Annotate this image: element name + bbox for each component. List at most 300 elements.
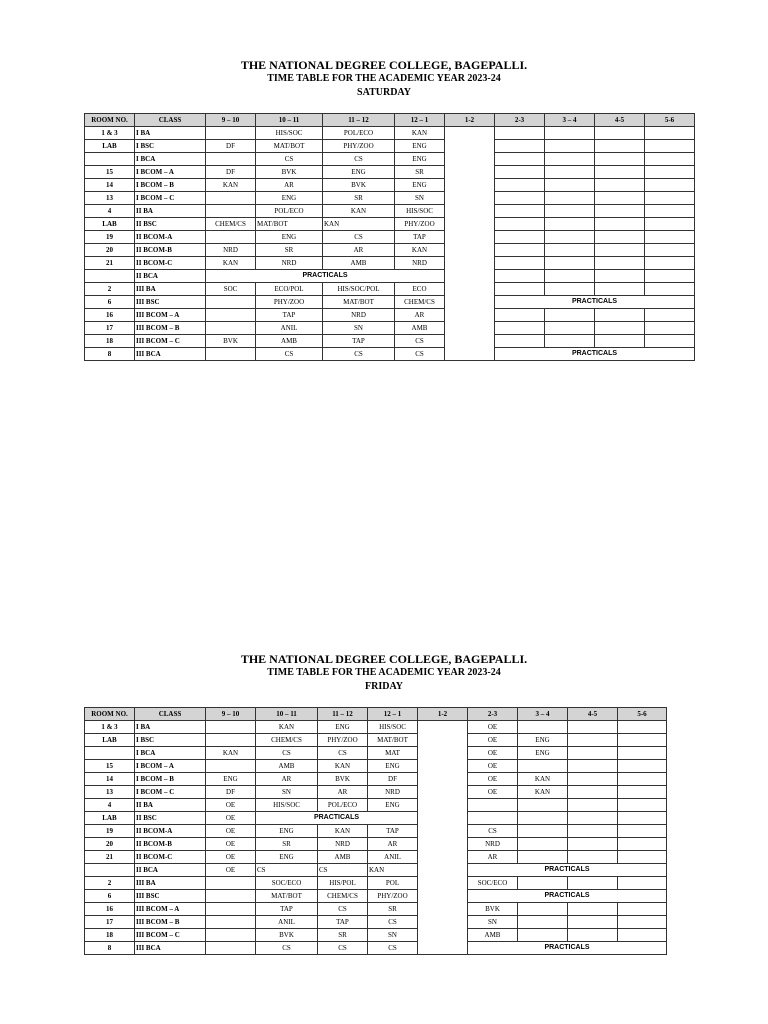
room-cell: 4 (85, 205, 135, 218)
slot-cell (595, 270, 645, 283)
room-cell: 2 (85, 877, 135, 890)
slot-cell: POL/ECO (323, 127, 395, 140)
room-cell: 14 (85, 179, 135, 192)
slot-cell (595, 166, 645, 179)
table-row (85, 929, 667, 942)
table-row (85, 283, 695, 296)
slot-cell (645, 257, 695, 270)
slot-cell: AMB (468, 929, 518, 942)
table-row (85, 153, 695, 166)
room-cell: LAB (85, 140, 135, 153)
slot-cell (645, 166, 695, 179)
slot-cell: ANIL (256, 916, 318, 929)
slot-cell: CS (368, 916, 418, 929)
slot-cell: OE (468, 721, 518, 734)
slot-cell (545, 257, 595, 270)
table-row (85, 851, 667, 864)
table-row (85, 140, 695, 153)
slot-cell (595, 335, 645, 348)
slot-cell: HIS/SOC (395, 205, 445, 218)
slot-cell (645, 179, 695, 192)
slot-cell: ENG (368, 799, 418, 812)
header-room: ROOM NO. (85, 708, 135, 721)
slot-cell: OE (206, 825, 256, 838)
slot-cell: ECO/POL (256, 283, 323, 296)
slot-cell: DF (206, 140, 256, 153)
saturday-day: SATURDAY (357, 87, 411, 98)
slot-cell: ENG (368, 760, 418, 773)
table-row (85, 205, 695, 218)
slot-cell (518, 825, 568, 838)
slot-cell (206, 192, 256, 205)
table-row (85, 309, 695, 322)
slot-cell (618, 760, 667, 773)
slot-cell: BVK (206, 335, 256, 348)
slot-cell (618, 929, 667, 942)
slot-cell (645, 322, 695, 335)
slot-cell (518, 838, 568, 851)
slot-cell: ENG (206, 773, 256, 786)
slot-cell (518, 929, 568, 942)
slot-cell (595, 140, 645, 153)
table-row (85, 179, 695, 192)
practicals-label: PRACTICALS (468, 864, 667, 877)
slot-cell: OE (206, 838, 256, 851)
slot-cell: ECO (395, 283, 445, 296)
class-cell: I BCA (135, 153, 206, 166)
room-cell: 20 (85, 838, 135, 851)
table-row (85, 864, 667, 877)
friday-day: FRIDAY (365, 681, 403, 692)
slot-cell (495, 335, 545, 348)
slot-cell: SR (368, 903, 418, 916)
class-cell: II BCOM-B (135, 838, 206, 851)
slot-cell: AMB (395, 322, 445, 335)
slot-cell: SR (323, 192, 395, 205)
table-row (85, 838, 667, 851)
slot-cell: KAN (318, 760, 368, 773)
room-cell: 1 & 3 (85, 127, 135, 140)
table-row (85, 721, 667, 734)
slot-cell (206, 903, 256, 916)
slot-cell: DF (206, 786, 256, 799)
table-row (85, 825, 667, 838)
class-cell: I BSC (135, 140, 206, 153)
slot-cell (206, 916, 256, 929)
room-cell: 14 (85, 773, 135, 786)
slot-cell (618, 734, 667, 747)
slot-cell (495, 166, 545, 179)
slot-cell: CS (318, 903, 368, 916)
slot-cell (568, 786, 618, 799)
slot-cell (568, 916, 618, 929)
slot-cell: CHEM/CS (206, 218, 256, 231)
room-cell: 18 (85, 929, 135, 942)
slot-cell: TAP (368, 825, 418, 838)
practicals-label: PRACTICALS (495, 296, 695, 309)
slot-cell (618, 786, 667, 799)
class-cell: I BCOM – B (135, 773, 206, 786)
slot-cell (645, 270, 695, 283)
slot-cell: KAN (368, 864, 418, 877)
slot-cell: AMB (323, 257, 395, 270)
header-4-5: 4-5 (568, 708, 618, 721)
header-2-3: 2-3 (495, 114, 545, 127)
slot-cell (645, 218, 695, 231)
room-cell: 4 (85, 799, 135, 812)
slot-cell: PHY/ZOO (395, 218, 445, 231)
slot-cell (206, 890, 256, 903)
slot-cell: AMB (256, 760, 318, 773)
slot-cell: SN (256, 786, 318, 799)
slot-cell: SOC/ECO (468, 877, 518, 890)
slot-cell: BVK (318, 773, 368, 786)
class-cell: III BCOM – B (135, 322, 206, 335)
slot-cell: ENG (256, 192, 323, 205)
table-row (85, 322, 695, 335)
header-2-3: 2-3 (468, 708, 518, 721)
slot-cell (645, 244, 695, 257)
slot-cell (545, 153, 595, 166)
slot-cell: ANIL (256, 322, 323, 335)
slot-cell: CS (256, 153, 323, 166)
slot-cell (468, 799, 518, 812)
slot-cell (595, 179, 645, 192)
slot-cell: OE (468, 734, 518, 747)
class-cell: I BCOM – B (135, 179, 206, 192)
class-cell: III BCOM – A (135, 903, 206, 916)
slot-cell: AR (256, 179, 323, 192)
slot-cell (595, 231, 645, 244)
header-9-10: 9 – 10 (206, 114, 256, 127)
slot-cell (495, 231, 545, 244)
class-cell: II BSC (135, 218, 206, 231)
class-cell: II BCOM-B (135, 244, 206, 257)
slot-cell (206, 309, 256, 322)
class-cell: III BCOM – C (135, 929, 206, 942)
room-cell: 17 (85, 916, 135, 929)
slot-cell (595, 283, 645, 296)
slot-cell (545, 166, 595, 179)
slot-cell (545, 244, 595, 257)
slot-cell: POL/ECO (256, 205, 323, 218)
slot-cell: KAN (323, 218, 395, 231)
slot-cell (595, 257, 645, 270)
room-cell: 13 (85, 192, 135, 205)
slot-cell: OE (468, 773, 518, 786)
slot-cell (495, 244, 545, 257)
slot-cell: CHEM/CS (318, 890, 368, 903)
slot-cell (645, 127, 695, 140)
header-room: ROOM NO. (85, 114, 135, 127)
class-cell: I BCOM – C (135, 786, 206, 799)
header-3-4: 3 – 4 (545, 114, 595, 127)
slot-cell: CHEM/CS (395, 296, 445, 309)
table-row (85, 877, 667, 890)
table-row (85, 231, 695, 244)
slot-cell: SN (368, 929, 418, 942)
slot-cell: KAN (206, 257, 256, 270)
slot-cell: HIS/SOC/POL (323, 283, 395, 296)
room-cell (85, 270, 135, 283)
room-cell: LAB (85, 734, 135, 747)
room-cell: 20 (85, 244, 135, 257)
slot-cell: CS (318, 747, 368, 760)
table-row (85, 890, 667, 903)
slot-cell: KAN (323, 205, 395, 218)
slot-cell (495, 283, 545, 296)
slot-cell (206, 348, 256, 361)
header-11-12: 11 – 12 (323, 114, 395, 127)
slot-cell: OE (206, 812, 256, 825)
slot-cell (495, 153, 545, 166)
slot-cell: CS (256, 942, 318, 955)
room-cell: 13 (85, 786, 135, 799)
slot-cell (206, 153, 256, 166)
slot-cell: CHEM/CS (256, 734, 318, 747)
practicals-label: PRACTICALS (206, 270, 445, 283)
slot-cell: ANIL (368, 851, 418, 864)
class-cell: I BA (135, 721, 206, 734)
practicals-label: PRACTICALS (495, 348, 695, 361)
table-row (85, 773, 667, 786)
header-10-11: 10 – 11 (256, 114, 323, 127)
slot-cell (206, 231, 256, 244)
slot-cell (618, 851, 667, 864)
slot-cell (645, 205, 695, 218)
table-row (85, 916, 667, 929)
slot-cell (568, 747, 618, 760)
class-cell: III BCA (135, 942, 206, 955)
slot-cell (645, 335, 695, 348)
practicals-label: PRACTICALS (256, 812, 418, 825)
header-5-6: 5-6 (618, 708, 667, 721)
room-cell: 6 (85, 890, 135, 903)
class-cell: I BCOM – C (135, 192, 206, 205)
slot-cell: CS (395, 335, 445, 348)
class-cell: II BSC (135, 812, 206, 825)
slot-cell: AR (468, 851, 518, 864)
slot-cell: TAP (256, 309, 323, 322)
slot-cell (545, 192, 595, 205)
slot-cell (618, 825, 667, 838)
slot-cell (568, 838, 618, 851)
table-row (85, 244, 695, 257)
slot-cell: TAP (318, 916, 368, 929)
slot-cell: POL (368, 877, 418, 890)
lunch-break-column (418, 721, 468, 955)
slot-cell (568, 851, 618, 864)
header-3-4: 3 – 4 (518, 708, 568, 721)
slot-cell (618, 799, 667, 812)
room-cell (85, 864, 135, 877)
saturday-college-title: THE NATIONAL DEGREE COLLEGE, BAGEPALLI. (240, 58, 528, 72)
slot-cell: DF (206, 166, 256, 179)
room-cell: 8 (85, 348, 135, 361)
slot-cell: KAN (395, 127, 445, 140)
room-cell: 6 (85, 296, 135, 309)
slot-cell: CS (468, 825, 518, 838)
slot-cell (568, 929, 618, 942)
slot-cell (495, 179, 545, 192)
slot-cell (468, 812, 518, 825)
slot-cell: KAN (318, 825, 368, 838)
slot-cell (595, 127, 645, 140)
slot-cell (545, 322, 595, 335)
room-cell: 15 (85, 166, 135, 179)
slot-cell: NRD (395, 257, 445, 270)
room-cell: 18 (85, 335, 135, 348)
table-row (85, 166, 695, 179)
slot-cell (206, 734, 256, 747)
slot-cell (518, 903, 568, 916)
practicals-label: PRACTICALS (468, 942, 667, 955)
slot-cell (618, 903, 667, 916)
slot-cell (595, 244, 645, 257)
slot-cell (495, 270, 545, 283)
slot-cell (618, 812, 667, 825)
slot-cell: SR (256, 838, 318, 851)
class-cell: III BCA (135, 348, 206, 361)
slot-cell (545, 218, 595, 231)
slot-cell: HIS/SOC (256, 127, 323, 140)
slot-cell (206, 929, 256, 942)
slot-cell (495, 205, 545, 218)
class-cell: III BSC (135, 296, 206, 309)
class-cell: II BCOM-A (135, 825, 206, 838)
table-row (85, 257, 695, 270)
table-row (85, 799, 667, 812)
slot-cell (645, 153, 695, 166)
slot-cell (645, 283, 695, 296)
table-row (85, 760, 667, 773)
slot-cell (206, 322, 256, 335)
header-11-12: 11 – 12 (318, 708, 368, 721)
slot-cell (206, 205, 256, 218)
slot-cell (495, 218, 545, 231)
room-cell: 15 (85, 760, 135, 773)
slot-cell: AMB (256, 335, 323, 348)
slot-cell (618, 773, 667, 786)
slot-cell (495, 257, 545, 270)
slot-cell (495, 140, 545, 153)
slot-cell (568, 799, 618, 812)
slot-cell (645, 192, 695, 205)
table-row (85, 942, 667, 955)
slot-cell: TAP (395, 231, 445, 244)
slot-cell (518, 799, 568, 812)
slot-cell: OE (468, 760, 518, 773)
saturday-timetable (84, 113, 695, 361)
slot-cell: HIS/SOC (368, 721, 418, 734)
slot-cell: NRD (323, 309, 395, 322)
slot-cell: PHY/ZOO (323, 140, 395, 153)
slot-cell: SOC/ECO (256, 877, 318, 890)
slot-cell: CS (323, 231, 395, 244)
class-cell: II BCOM-A (135, 231, 206, 244)
slot-cell: SOC (206, 283, 256, 296)
class-cell: II BCOM-C (135, 851, 206, 864)
slot-cell: MAT/BOT (368, 734, 418, 747)
slot-cell: CS (256, 747, 318, 760)
table-header-row (85, 114, 695, 127)
friday-college-title: THE NATIONAL DEGREE COLLEGE, BAGEPALLI. (240, 652, 528, 666)
slot-cell (518, 877, 568, 890)
slot-cell: AMB (318, 851, 368, 864)
slot-cell (595, 153, 645, 166)
slot-cell: MAT/BOT (256, 218, 323, 231)
room-cell: 21 (85, 257, 135, 270)
table-row (85, 786, 667, 799)
slot-cell (618, 721, 667, 734)
slot-cell: AR (256, 773, 318, 786)
slot-cell: TAP (256, 903, 318, 916)
room-cell (85, 747, 135, 760)
slot-cell (618, 916, 667, 929)
slot-cell: OE (206, 799, 256, 812)
slot-cell: KAN (518, 773, 568, 786)
room-cell: 17 (85, 322, 135, 335)
slot-cell: SR (256, 244, 323, 257)
slot-cell (518, 812, 568, 825)
slot-cell (206, 296, 256, 309)
slot-cell: BVK (323, 179, 395, 192)
slot-cell: MAT/BOT (323, 296, 395, 309)
class-cell: I BSC (135, 734, 206, 747)
slot-cell: ENG (256, 825, 318, 838)
header-12-1: 12 – 1 (395, 114, 445, 127)
room-cell: 8 (85, 942, 135, 955)
class-cell: II BA (135, 799, 206, 812)
slot-cell: CS (318, 942, 368, 955)
slot-cell: AR (395, 309, 445, 322)
slot-cell: ENG (256, 851, 318, 864)
slot-cell: KAN (395, 244, 445, 257)
room-cell (85, 153, 135, 166)
slot-cell: ENG (395, 179, 445, 192)
slot-cell (545, 231, 595, 244)
slot-cell: HIS/POL (318, 877, 368, 890)
slot-cell (545, 205, 595, 218)
slot-cell: KAN (518, 786, 568, 799)
slot-cell: MAT/BOT (256, 890, 318, 903)
room-cell: LAB (85, 812, 135, 825)
slot-cell (568, 877, 618, 890)
lunch-break-column (445, 127, 495, 361)
table-row (85, 296, 695, 309)
slot-cell (545, 309, 595, 322)
slot-cell (595, 192, 645, 205)
class-cell: III BSC (135, 890, 206, 903)
class-cell: III BCOM – A (135, 309, 206, 322)
slot-cell (618, 838, 667, 851)
slot-cell: NRD (318, 838, 368, 851)
slot-cell: ENG (395, 153, 445, 166)
saturday-subtitle: TIME TABLE FOR THE ACADEMIC YEAR 2023-24 (267, 73, 501, 84)
slot-cell (495, 322, 545, 335)
slot-cell (206, 721, 256, 734)
table-row (85, 812, 667, 825)
slot-cell (645, 140, 695, 153)
header-10-11: 10 – 11 (256, 708, 318, 721)
slot-cell: AR (318, 786, 368, 799)
slot-cell: OE (206, 864, 256, 877)
slot-cell: HIS/SOC (256, 799, 318, 812)
slot-cell (545, 127, 595, 140)
slot-cell (568, 760, 618, 773)
slot-cell: CS (256, 864, 318, 877)
class-cell: I BCOM – A (135, 166, 206, 179)
